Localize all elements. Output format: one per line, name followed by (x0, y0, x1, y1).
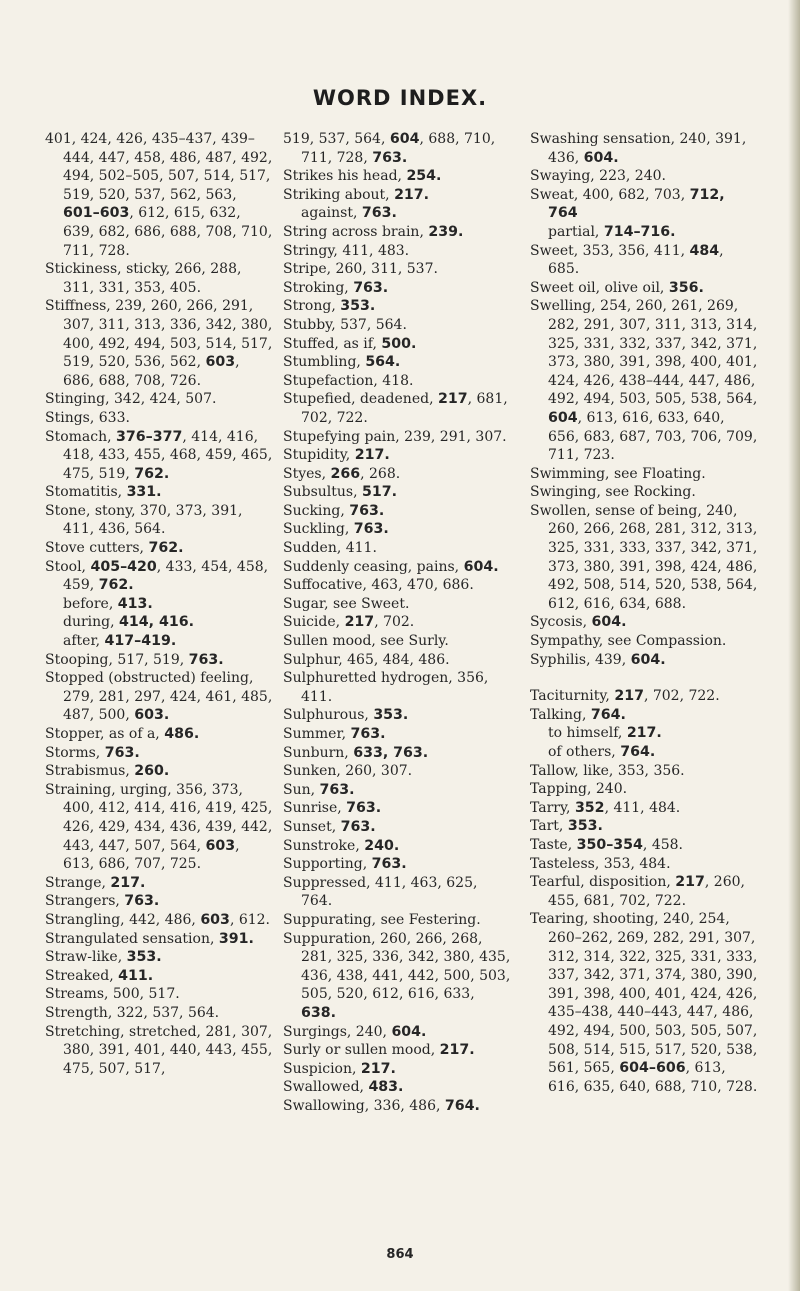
page-ref-bold: 763. (372, 149, 408, 166)
index-entry (283, 465, 511, 484)
entry-text: Tasteless, 353, 484. (530, 855, 671, 872)
index-entry (283, 242, 511, 261)
index-entry (45, 948, 273, 967)
index-column-3 (530, 130, 758, 1096)
page-ref-bold: 763. (124, 893, 160, 910)
index-entry (283, 595, 511, 614)
entry-text: Stomach, (45, 428, 117, 445)
index-entry (45, 428, 273, 484)
index-entry (45, 762, 273, 781)
entry-text: Sugar, see Sweet. (283, 595, 410, 612)
entry-text: , 260, 455, 681, 702, 722. (548, 874, 745, 909)
page-ref-bold: 260. (134, 763, 170, 780)
entry-text: Stringy, 411, 483. (283, 242, 410, 259)
index-entry (45, 297, 273, 390)
index-entry (45, 874, 273, 893)
page-ref-bold: 217. (439, 1042, 475, 1059)
index-entry (283, 372, 511, 391)
entry-text: , 613, 616, 635, 640, 688, 710, 728. (548, 1060, 758, 1095)
index-entry (283, 911, 511, 930)
entry-text: Stopped (obstructed) feeling, 279, 281, 297, 424, 461, 485, 487, 500, (45, 670, 273, 724)
entry-text: Sympathy, see Compassion. (530, 633, 727, 650)
entry-text: Sucking, (283, 502, 350, 519)
entry-text: Sweet oil, olive oil, (530, 279, 669, 296)
entry-text: Stooping, 517, 519, (45, 651, 189, 668)
entry-text: Strong, (283, 298, 341, 315)
entry-text: Stubby, 537, 564. (283, 316, 407, 333)
entry-text: Tallow, like, 353, 356. (530, 762, 685, 779)
index-entry (45, 558, 273, 595)
index-entry (530, 242, 758, 279)
page-header: WORD INDEX. (312, 86, 488, 110)
entry-text: , 681, 702, 722. (301, 391, 508, 426)
page-ref-bold: 353. (126, 949, 162, 966)
page-ref-bold: 763. (319, 781, 355, 798)
entry-text: Strangling, 442, 486, (45, 911, 201, 928)
entry-text: Strangers, (45, 893, 125, 910)
entry-text: Storms, (45, 744, 105, 761)
entry-text: , 414, 416, 418, 433, 455, 468, 459, 465, 475, 519, (63, 428, 273, 482)
entry-text: before, (63, 595, 118, 612)
entry-text: Sulphurous, (283, 707, 374, 724)
page-ref-bold: 350–354 (576, 836, 643, 853)
index-entry (530, 167, 758, 186)
index-entry (283, 279, 511, 298)
entry-text: Swelling, 254, 260, 261, 269, 282, 291, 307, 311, 313, 314, 325, 331, 332, 337, 342, 371, 373, 380, 391, 398, 400, 401, 424, 426, 438–444, 447, 486, 492, 494, 503, 505, 538, 564, (530, 298, 758, 408)
page-ref-bold: 638. (301, 1004, 337, 1021)
index-entry (530, 836, 758, 855)
index-entry (283, 1023, 511, 1042)
entry-text: Suffocative, 463, 470, 686. (283, 577, 474, 594)
index-entry (283, 186, 511, 205)
entry-text: Strikes his head, (283, 168, 407, 185)
page-ref-bold: 414, 416. (119, 614, 194, 631)
entry-text: of others, (548, 744, 621, 760)
entry-text: during, (63, 614, 120, 631)
entry-text: , 458. (642, 836, 683, 853)
entry-text: , 702. (374, 614, 415, 631)
page-ref-bold: 500. (381, 335, 417, 352)
page-ref-bold: 633, 763. (353, 744, 429, 761)
index-entry (283, 855, 511, 874)
entry-text: Stupefied, deadened, (283, 391, 438, 408)
page-ref-bold: 603 (205, 837, 236, 854)
page-ref-bold: 763. (104, 744, 140, 761)
index-entry (45, 1023, 273, 1079)
entry-text: Subsultus, (283, 484, 362, 501)
page-edge-shadow (788, 0, 800, 1291)
entry-text: , 686, 688, 708, 726. (63, 354, 240, 389)
entry-text: Stumbling, (283, 354, 366, 371)
entry-text: Striking about, (283, 186, 395, 203)
index-subentry (530, 743, 758, 762)
entry-text: Tarry, (530, 799, 575, 816)
entry-text: Suddenly ceasing, pains, (283, 558, 464, 575)
index-entry (283, 428, 511, 447)
index-entry (283, 446, 511, 465)
entry-text: Swaying, 223, 240. (530, 168, 666, 185)
entry-text: 401, 424, 426, 435–437, 439–444, 447, 458, 486, 487, 492, 494, 502–505, 507, 514, 517, 519, 520, 537, 562, 563, (45, 131, 273, 203)
index-entry (530, 762, 758, 781)
entry-text: Strangulated sensation, (45, 930, 219, 947)
index-entry (530, 855, 758, 874)
entry-text: Tearful, disposition, (530, 874, 676, 891)
index-entry (530, 687, 758, 706)
index-entry (45, 539, 273, 558)
index-entry (283, 260, 511, 279)
index-entry (45, 483, 273, 502)
entry-text: Straining, urging, 356, 373, 400, 412, 414, 416, 419, 425, 426, 429, 434, 436, 439, 442, 443, 447, 507, 564, (45, 781, 273, 854)
index-entry (283, 874, 511, 911)
page-ref-bold: 217. (110, 874, 146, 891)
page-ref-bold: 217. (354, 447, 390, 464)
index-entry (283, 613, 511, 632)
index-entry (283, 930, 511, 1023)
page-ref-bold: 517. (361, 484, 397, 501)
page-ref-bold: 391. (218, 930, 254, 947)
page-ref-bold: 239. (428, 223, 464, 240)
index-entry (45, 130, 273, 260)
entry-text: Styes, (283, 465, 331, 482)
entry-text: Stupefying pain, 239, 291, 307. (283, 428, 507, 445)
page-ref-bold: 254. (406, 168, 442, 185)
entry-text: Sun, (283, 781, 320, 798)
index-entry (45, 967, 273, 986)
page-ref-bold: 714–716. (603, 223, 676, 240)
page-ref-bold: 217 (675, 874, 705, 891)
index-entry (45, 892, 273, 911)
index-entry (283, 1097, 511, 1116)
entry-text: Stone, stony, 370, 373, 391, 411, 436, 564. (45, 502, 243, 538)
page-ref-bold: 763. (340, 818, 376, 835)
entry-text: partial, (548, 223, 604, 240)
index-entry (283, 706, 511, 725)
entry-text: Swallowing, 336, 486, (283, 1097, 445, 1114)
index-entry (530, 817, 758, 836)
index-column-1 (45, 130, 273, 1078)
page-ref-bold: 762. (148, 540, 184, 557)
page-ref-bold: 603. (134, 707, 170, 724)
page-ref-bold: 217 (614, 688, 644, 705)
entry-text: against, (301, 205, 362, 222)
page-ref-bold: 217 (344, 614, 375, 631)
page-ref-bold: 603 (200, 911, 230, 928)
index-entry (530, 613, 758, 632)
index-entry (45, 911, 273, 930)
page-ref-bold: 217. (626, 725, 662, 742)
page-ref-bold: 417–419. (104, 633, 177, 650)
page-ref-bold: 764. (620, 744, 656, 760)
entry-text: Stomatitis, (45, 484, 127, 501)
entry-text: , 702, 722. (643, 688, 720, 705)
entry-text: Swallowed, (283, 1079, 369, 1096)
page-ref-bold: 405–420 (90, 558, 157, 575)
page-ref-bold: 604. (391, 1023, 427, 1040)
index-entry (530, 873, 758, 910)
page-ref-bold: 603 (205, 354, 236, 371)
entry-text: , 685. (548, 242, 724, 278)
entry-text: Sunburn, (283, 744, 354, 761)
index-entry (45, 725, 273, 744)
page-ref-bold: 764. (590, 706, 626, 723)
page-ref-bold: 356. (668, 279, 704, 296)
entry-text: , 268. (360, 465, 401, 482)
index-entry (530, 502, 758, 614)
index-entry (283, 744, 511, 763)
page-ref-bold: 217. (360, 1060, 396, 1077)
entry-text: Stove cutters, (45, 540, 149, 557)
index-entry (283, 539, 511, 558)
entry-text: Tearing, shooting, 240, 254, 260–262, 269, 282, 291, 307, 312, 314, 322, 325, 331, 333, 337, 342, 371, 374, 380, 390, 391, 398, 400, 401, 424, 426, 435–438, 440–443, 447, 486, 492, 494, 500, 503, 505, 507, 508, 514, 515, 517, 520, 538, 561, 565, (530, 911, 758, 1077)
page-number: 864 (386, 1247, 414, 1262)
entry-text: Strength, 322, 537, 564. (45, 1004, 220, 1021)
index-entry (45, 502, 273, 539)
index-entry (45, 260, 273, 297)
page-ref-bold: 604. (630, 651, 666, 668)
page-ref-bold: 762. (134, 465, 170, 482)
index-subentry (45, 632, 273, 651)
entry-text: Talking, (530, 706, 591, 723)
index-entry (283, 576, 511, 595)
index-column-2 (283, 130, 511, 1115)
index-subentry (530, 223, 758, 242)
index-entry (283, 502, 511, 521)
index-entry (45, 669, 273, 725)
entry-text: Sunstroke, (283, 837, 365, 854)
page-ref-bold: 413. (117, 595, 153, 612)
index-entry (283, 335, 511, 354)
entry-text: Stripe, 260, 311, 537. (283, 261, 438, 278)
entry-text: Sunset, (283, 818, 341, 835)
entry-text: Stupidity, (283, 447, 355, 464)
index-entry (283, 558, 511, 577)
page-ref-bold: 764. (444, 1097, 480, 1114)
entry-text: Sycosis, (530, 614, 592, 631)
page-ref-bold: 411. (118, 967, 154, 984)
entry-text: Taste, (530, 836, 577, 853)
entry-text: Stroking, (283, 279, 354, 296)
entry-text: Stickiness, sticky, 266, 288, 311, 331, 353, 405. (45, 261, 242, 296)
index-entry (283, 316, 511, 335)
entry-text: Stuffed, as if, (283, 335, 382, 352)
index-entry (530, 632, 758, 651)
entry-text: Suckling, (283, 521, 354, 538)
page-ref-bold: 484 (689, 242, 720, 259)
index-entry (530, 799, 758, 818)
entry-text: to himself, (548, 725, 627, 742)
page-ref-bold: 217 (437, 391, 468, 408)
entry-text: Supporting, (283, 856, 372, 873)
index-entry (283, 1078, 511, 1097)
page-ref-bold: 601–603 (63, 205, 130, 222)
index-entry (283, 837, 511, 856)
entry-text: Suicide, (283, 614, 345, 631)
entry-text: , 613, 616, 633, 640, 656, 683, 687, 703, 706, 709, 711, 723. (548, 409, 758, 464)
entry-text: Suppuration, 260, 266, 268, 281, 325, 336, 342, 380, 435, 436, 438, 441, 442, 500, 503, 505, 520, 612, 616, 633, (283, 930, 511, 1003)
index-entry (45, 744, 273, 763)
page-ref-bold: 604–606 (619, 1060, 686, 1077)
page-ref-bold: 217. (394, 186, 430, 203)
entry-text: Summer, (283, 726, 351, 742)
page-ref-bold: 604 (389, 131, 420, 147)
entry-text: Swashing sensation, 240, 391, 436, (530, 131, 747, 166)
entry-text: after, (63, 633, 105, 650)
page-ref-bold: 604. (463, 558, 499, 575)
entry-text: , 612. (229, 911, 271, 928)
index-entry (45, 781, 273, 874)
entry-text: , 688, 710, 711, 728, (301, 131, 496, 166)
entry-text: , 613, 686, 707, 725. (63, 837, 240, 873)
index-entry (283, 762, 511, 781)
page-ref-bold: 483. (368, 1079, 404, 1096)
entry-text: Sunrise, (283, 800, 347, 817)
index-entry (283, 781, 511, 800)
index-entry (530, 186, 758, 223)
entry-text: Syphilis, 439, (530, 651, 631, 668)
index-entry (530, 279, 758, 298)
index-entry (283, 1041, 511, 1060)
entry-text: Stupefaction, 418. (283, 372, 414, 389)
index-entry (283, 353, 511, 372)
page-ref-bold: 712, 764 (548, 186, 725, 222)
index-entry (283, 223, 511, 242)
page-ref-bold: 604. (591, 614, 627, 631)
index-entry (283, 818, 511, 837)
entry-text: String across brain, (283, 223, 429, 240)
page-ref-bold: 486. (164, 726, 200, 742)
entry-text: Tart, (530, 818, 568, 835)
index-entry (530, 910, 758, 1096)
entry-text: Sunken, 260, 307. (283, 763, 413, 780)
page-ref-bold: 763. (353, 521, 389, 538)
index-entry (45, 409, 273, 428)
index-entry (283, 651, 511, 670)
index-entry (283, 130, 511, 167)
entry-text: Stopper, as of a, (45, 726, 165, 742)
page-ref-bold: 763. (353, 279, 389, 296)
index-entry (283, 483, 511, 502)
page-ref-bold: 376–377 (116, 428, 183, 445)
index-subentry (283, 204, 511, 223)
entry-text: Swollen, sense of being, 240, 260, 266, 268, 281, 312, 313, 325, 331, 333, 337, 342, 371, 373, 380, 391, 398, 424, 486, 492, 508, 514, 520, 538, 564, 612, 616, 634, 688. (530, 502, 758, 612)
page-ref-bold: 266 (330, 465, 361, 482)
index-entry (45, 930, 273, 949)
entry-text: Tapping, 240. (530, 781, 628, 798)
index-subentry (530, 724, 758, 743)
entry-text: Streams, 500, 517. (45, 986, 180, 1003)
index-entry (283, 799, 511, 818)
index-entry (283, 1060, 511, 1079)
entry-text: 519, 537, 564, (283, 131, 390, 147)
entry-text: Straw-like, (45, 949, 127, 966)
page-ref-bold: 762. (98, 577, 134, 594)
page-ref-bold: 604. (583, 149, 619, 166)
page-ref-bold: 604 (548, 409, 578, 426)
entry-text: Streaked, (45, 967, 119, 984)
entry-text: Sulphur, 465, 484, 486. (283, 651, 450, 668)
index-entry (283, 520, 511, 539)
index-entry (530, 130, 758, 167)
index-entry (530, 706, 758, 725)
entry-text: Suspicion, (283, 1060, 361, 1077)
entry-text: Strabismus, (45, 763, 135, 780)
entry-text: Sudden, 411. (283, 540, 377, 557)
page-ref-bold: 763. (350, 726, 386, 742)
entry-text: Surly or sullen mood, (283, 1042, 440, 1059)
index-subentry (45, 595, 273, 614)
entry-text: , 612, 615, 632, 639, 682, 686, 688, 708, 710, 711, 728. (63, 205, 273, 259)
entry-text: Stool, (45, 558, 91, 575)
entry-text: Stretching, stretched, 281, 307, 380, 391, 401, 440, 443, 455, 475, 507, 517, (45, 1023, 273, 1077)
page-ref-bold: 564. (365, 354, 401, 371)
page-ref-bold: 763. (349, 502, 385, 519)
entry-text: Sulphuretted hydrogen, 356, 411. (283, 670, 489, 705)
entry-text: Sullen mood, see Surly. (283, 633, 449, 650)
entry-text: Taciturnity, (530, 688, 615, 705)
index-entry (283, 297, 511, 316)
page-ref-bold: 353. (340, 298, 376, 315)
entry-text: Swinging, see Rocking. (530, 484, 696, 501)
entry-text: Suppressed, 411, 463, 625, 764. (283, 874, 478, 910)
entry-text: Stings, 633. (45, 409, 130, 426)
index-entry (283, 167, 511, 186)
index-entry (530, 780, 758, 799)
page-ref-bold: 763. (346, 800, 382, 817)
index-entry (530, 483, 758, 502)
entry-text: Stinging, 342, 424, 507. (45, 391, 217, 408)
entry-text: Strange, (45, 874, 111, 891)
index-entry (283, 632, 511, 651)
entry-text: Sweat, 400, 682, 703, (530, 186, 690, 203)
index-entry (45, 651, 273, 670)
entry-text: Stiffness, 239, 260, 266, 291, 307, 311, 313, 336, 342, 380, 400, 492, 494, 503, 514, 517, 519, 520, 536, 562, (45, 298, 273, 371)
page-ref-bold: 353. (373, 707, 409, 724)
entry-text: , 411, 484. (604, 799, 681, 816)
page-ref-bold: 763. (371, 856, 407, 873)
index-entry (530, 651, 758, 670)
entry-text: , 433, 454, 458, 459, (63, 558, 269, 594)
index-entry (45, 1004, 273, 1023)
page-ref-bold: 240. (364, 837, 400, 854)
page-ref-bold: 352 (574, 799, 605, 816)
page-ref-bold: 353. (567, 818, 603, 835)
entry-text: Sweet, 353, 356, 411, (530, 242, 690, 259)
index-entry (283, 669, 511, 706)
index-entry (283, 390, 511, 427)
page-ref-bold: 763. (188, 651, 224, 668)
index-entry (530, 465, 758, 484)
entry-text: Suppurating, see Festering. (283, 911, 481, 928)
page-ref-bold: 331. (126, 484, 162, 501)
index-entry (530, 297, 758, 464)
index-subentry (45, 613, 273, 632)
entry-text: Swimming, see Floating. (530, 465, 706, 482)
index-entry (45, 390, 273, 409)
entry-text: Surgings, 240, (283, 1023, 392, 1040)
index-entry (283, 725, 511, 744)
index-entry (45, 985, 273, 1004)
page-ref-bold: 763. (361, 205, 397, 222)
